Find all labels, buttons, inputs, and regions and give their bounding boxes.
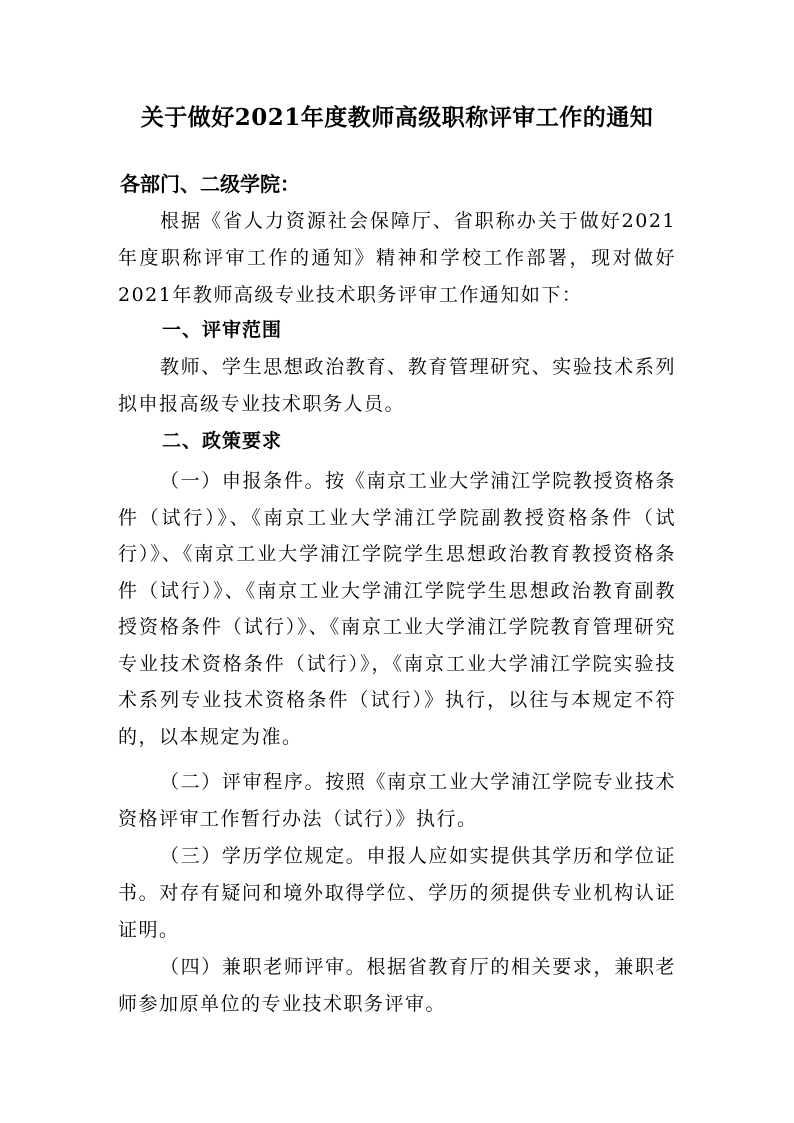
policy-item-procedure: （二）评审程序。按照《南京工业大学浦江学院专业技术资格评审工作暂行办法（试行）》执行。 <box>118 771 676 830</box>
policy-item-conditions: （一）申报条件。按《南京工业大学浦江学院教授资格条件（试行）》、《南京工业大学浦江学院副教授资格条件（试行）》、《南京工业大学浦江学院学生思想政治教育教授资格条件（试行）》、《南京工业大学浦江学院学生思想政治教育副教授资格条件（试行）》、《南京工业大学浦江学院教育管理研究专业技术资格条件（试行）》，《南京工业大学浦江学院实验技术系列专业技术资格条件（试行）》执行，以往与本规定不符的，以本规定为准。 <box>118 470 676 748</box>
policy-item-parttime: （四）兼职老师评审。根据省教育厅的相关要求，兼职老师参加原单位的专业技术职务评审。 <box>118 956 676 1015</box>
section-heading-scope: 一、评审范围 <box>162 319 283 341</box>
policy-item-degree: （三）学历学位规定。申报人应如实提供其学历和学位证书。对存有疑问和境外取得学位、学历的须提供专业机构认证证明。 <box>118 845 676 941</box>
scope-paragraph: 教师、学生思想政治教育、教育管理研究、实验技术系列拟申报高级专业技术职务人员。 <box>118 356 676 415</box>
salutation: 各部门、二级学院： <box>120 172 300 196</box>
intro-paragraph: 根据《省人力资源社会保障厅、省职称办关于做好2021年度职称评审工作的通知》精神和学校工作部署，现对做好2021年教师高级专业技术职务评审工作通知如下： <box>118 210 676 306</box>
section-heading-policy: 二、政策要求 <box>162 430 283 452</box>
document-title: 关于做好2021年度教师高级职称评审工作的通知 <box>140 104 654 131</box>
